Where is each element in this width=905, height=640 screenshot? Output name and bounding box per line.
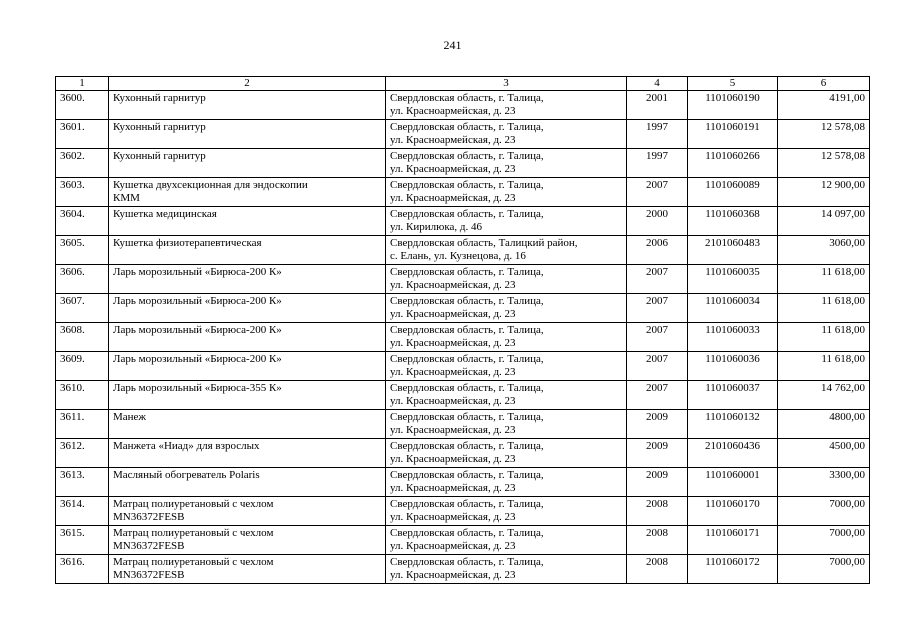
address-cell <box>386 294 627 323</box>
year-cell: 2009 <box>627 439 688 468</box>
year-cell: 2009 <box>627 410 688 439</box>
cost-cell: 7000,00 <box>778 555 870 584</box>
address-cell <box>386 149 627 178</box>
item-name-cell <box>109 381 386 410</box>
inventory-code-cell: 2101060436 <box>688 439 778 468</box>
address-cell <box>386 352 627 381</box>
row-number-cell: 3612. <box>56 439 109 468</box>
year-cell: 2008 <box>627 555 688 584</box>
cost-cell: 11 618,00 <box>778 323 870 352</box>
address-line: ул. Красноармейская, д. 23 <box>390 308 516 320</box>
cost-cell: 12 578,08 <box>778 120 870 149</box>
item-name-line: Ларь морозильный «Бирюса-200 К» <box>113 324 282 336</box>
address-cell <box>386 410 627 439</box>
table-row <box>56 439 870 468</box>
inventory-code-cell: 2101060483 <box>688 236 778 265</box>
year-cell: 2009 <box>627 468 688 497</box>
address-line: ул. Красноармейская, д. 23 <box>390 424 516 436</box>
table-header-row <box>56 77 870 91</box>
year-cell: 2007 <box>627 265 688 294</box>
row-number-cell: 3609. <box>56 352 109 381</box>
row-number-cell: 3604. <box>56 207 109 236</box>
item-name-line: MN36372FESB <box>113 511 185 523</box>
address-cell <box>386 381 627 410</box>
address-cell <box>386 207 627 236</box>
table-row <box>56 149 870 178</box>
cost-cell: 11 618,00 <box>778 352 870 381</box>
item-name-line: Кушетка двухсекционная для эндоскопии <box>113 179 308 191</box>
address-line: Свердловская область, г. Талица, <box>390 208 544 220</box>
table-row <box>56 468 870 497</box>
inventory-code-cell: 1101060034 <box>688 294 778 323</box>
item-name-cell <box>109 120 386 149</box>
year-cell: 2007 <box>627 352 688 381</box>
item-name-line: Кушетка физиотерапевтическая <box>113 237 262 249</box>
row-number-cell: 3610. <box>56 381 109 410</box>
row-number-cell: 3603. <box>56 178 109 207</box>
inventory-code-cell: 1101060037 <box>688 381 778 410</box>
cost-cell: 4191,00 <box>778 91 870 120</box>
row-number-cell: 3601. <box>56 120 109 149</box>
item-name-line: Ларь морозильный «Бирюса-200 К» <box>113 295 282 307</box>
item-name-cell <box>109 207 386 236</box>
item-name-line: Ларь морозильный «Бирюса-200 К» <box>113 266 282 278</box>
item-name-cell <box>109 149 386 178</box>
row-number-cell: 3611. <box>56 410 109 439</box>
year-cell: 2006 <box>627 236 688 265</box>
address-cell <box>386 323 627 352</box>
year-cell: 1997 <box>627 120 688 149</box>
item-name-cell <box>109 439 386 468</box>
table-row <box>56 352 870 381</box>
address-cell <box>386 178 627 207</box>
address-cell <box>386 236 627 265</box>
item-name-cell <box>109 526 386 555</box>
address-line: ул. Красноармейская, д. 23 <box>390 279 516 291</box>
item-name-cell <box>109 468 386 497</box>
cost-cell: 11 618,00 <box>778 294 870 323</box>
column-header-number: 1 <box>56 77 109 91</box>
address-line: ул. Красноармейская, д. 23 <box>390 453 516 465</box>
item-name-line: Матрац полиуретановый с чехлом <box>113 527 274 539</box>
table-row <box>56 207 870 236</box>
cost-cell: 12 900,00 <box>778 178 870 207</box>
item-name-cell <box>109 555 386 584</box>
year-cell: 1997 <box>627 149 688 178</box>
inventory-code-cell: 1101060266 <box>688 149 778 178</box>
item-name-line: Кухонный гарнитур <box>113 92 206 104</box>
cost-cell: 7000,00 <box>778 526 870 555</box>
item-name-line: КММ <box>113 192 140 204</box>
address-cell <box>386 91 627 120</box>
row-number-cell: 3602. <box>56 149 109 178</box>
inventory-code-cell: 1101060035 <box>688 265 778 294</box>
address-line: ул. Красноармейская, д. 23 <box>390 337 516 349</box>
item-name-line: MN36372FESB <box>113 540 185 552</box>
address-cell <box>386 439 627 468</box>
year-cell: 2008 <box>627 497 688 526</box>
cost-cell: 11 618,00 <box>778 265 870 294</box>
address-cell <box>386 468 627 497</box>
table-row <box>56 526 870 555</box>
table-row <box>56 178 870 207</box>
year-cell: 2008 <box>627 526 688 555</box>
year-cell: 2007 <box>627 323 688 352</box>
address-line: ул. Красноармейская, д. 23 <box>390 366 516 378</box>
year-cell: 2001 <box>627 91 688 120</box>
column-header-address: 3 <box>386 77 627 91</box>
column-header-name: 2 <box>109 77 386 91</box>
item-name-line: Кухонный гарнитур <box>113 121 206 133</box>
address-line: Свердловская область, г. Талица, <box>390 295 544 307</box>
row-number-cell: 3616. <box>56 555 109 584</box>
inventory-code-cell: 1101060033 <box>688 323 778 352</box>
table-row <box>56 497 870 526</box>
row-number-cell: 3614. <box>56 497 109 526</box>
table-row <box>56 120 870 149</box>
inventory-code-cell: 1101060132 <box>688 410 778 439</box>
row-number-cell: 3615. <box>56 526 109 555</box>
page-number: 241 <box>443 38 462 52</box>
item-name-cell <box>109 497 386 526</box>
cost-cell: 4500,00 <box>778 439 870 468</box>
inventory-code-cell: 1101060171 <box>688 526 778 555</box>
address-line: Свердловская область, г. Талица, <box>390 179 544 191</box>
address-line: Свердловская область, г. Талица, <box>390 382 544 394</box>
item-name-line: Матрац полиуретановый с чехлом <box>113 498 274 510</box>
item-name-line: Манжета «Ниад» для взрослых <box>113 440 260 452</box>
row-number-cell: 3607. <box>56 294 109 323</box>
address-line: ул. Красноармейская, д. 23 <box>390 134 516 146</box>
table-row <box>56 265 870 294</box>
column-header-year: 4 <box>627 77 688 91</box>
address-line: ул. Красноармейская, д. 23 <box>390 569 516 581</box>
address-line: ул. Красноармейская, д. 23 <box>390 105 516 117</box>
table-row <box>56 381 870 410</box>
item-name-cell <box>109 352 386 381</box>
cost-cell: 12 578,08 <box>778 149 870 178</box>
inventory-code-cell: 1101060368 <box>688 207 778 236</box>
item-name-cell <box>109 410 386 439</box>
inventory-code-cell: 1101060172 <box>688 555 778 584</box>
row-number-cell: 3605. <box>56 236 109 265</box>
address-line: Свердловская область, г. Талица, <box>390 498 544 510</box>
item-name-cell <box>109 91 386 120</box>
address-line: Свердловская область, г. Талица, <box>390 121 544 133</box>
item-name-line: Кушетка медицинская <box>113 208 217 220</box>
cost-cell: 3300,00 <box>778 468 870 497</box>
table-body <box>56 91 870 584</box>
address-line: Свердловская область, г. Талица, <box>390 469 544 481</box>
address-line: Свердловская область, г. Талица, <box>390 556 544 568</box>
item-name-cell <box>109 178 386 207</box>
property-registry-table <box>55 76 870 584</box>
address-line: ул. Красноармейская, д. 23 <box>390 482 516 494</box>
cost-cell: 4800,00 <box>778 410 870 439</box>
address-line: Свердловская область, г. Талица, <box>390 527 544 539</box>
table-row <box>56 410 870 439</box>
item-name-line: Ларь морозильный «Бирюса-355 К» <box>113 382 282 394</box>
address-line: с. Елань, ул. Кузнецова, д. 16 <box>390 250 526 262</box>
cost-cell: 3060,00 <box>778 236 870 265</box>
year-cell: 2007 <box>627 381 688 410</box>
address-line: ул. Красноармейская, д. 23 <box>390 540 516 552</box>
address-line: Свердловская область, г. Талица, <box>390 411 544 423</box>
item-name-line: Матрац полиуретановый с чехлом <box>113 556 274 568</box>
inventory-code-cell: 1101060089 <box>688 178 778 207</box>
year-cell: 2007 <box>627 178 688 207</box>
item-name-cell <box>109 265 386 294</box>
table-row <box>56 91 870 120</box>
item-name-line: Манеж <box>113 411 147 423</box>
address-cell <box>386 265 627 294</box>
inventory-code-cell: 1101060190 <box>688 91 778 120</box>
row-number-cell: 3613. <box>56 468 109 497</box>
address-cell <box>386 555 627 584</box>
address-line: ул. Красноармейская, д. 23 <box>390 192 516 204</box>
address-cell <box>386 526 627 555</box>
address-line: ул. Красноармейская, д. 23 <box>390 163 516 175</box>
inventory-code-cell: 1101060191 <box>688 120 778 149</box>
item-name-line: Масляный обогреватель Polaris <box>113 469 260 481</box>
inventory-code-cell: 1101060036 <box>688 352 778 381</box>
column-header-inventory-code: 5 <box>688 77 778 91</box>
address-line: Свердловская область, г. Талица, <box>390 92 544 104</box>
address-line: Свердловская область, г. Талица, <box>390 353 544 365</box>
cost-cell: 7000,00 <box>778 497 870 526</box>
address-line: Свердловская область, г. Талица, <box>390 440 544 452</box>
inventory-code-cell: 1101060170 <box>688 497 778 526</box>
address-line: Свердловская область, г. Талица, <box>390 150 544 162</box>
row-number-cell: 3606. <box>56 265 109 294</box>
address-line: ул. Красноармейская, д. 23 <box>390 511 516 523</box>
cost-cell: 14 762,00 <box>778 381 870 410</box>
column-header-cost: 6 <box>778 77 870 91</box>
table-row <box>56 236 870 265</box>
item-name-cell <box>109 294 386 323</box>
item-name-cell <box>109 236 386 265</box>
item-name-line: Ларь морозильный «Бирюса-200 К» <box>113 353 282 365</box>
address-line: Свердловская область, Талицкий район, <box>390 237 578 249</box>
table-row <box>56 294 870 323</box>
address-cell <box>386 497 627 526</box>
row-number-cell: 3608. <box>56 323 109 352</box>
address-line: Свердловская область, г. Талица, <box>390 266 544 278</box>
table-row <box>56 323 870 352</box>
item-name-line: Кухонный гарнитур <box>113 150 206 162</box>
address-line: ул. Красноармейская, д. 23 <box>390 395 516 407</box>
year-cell: 2007 <box>627 294 688 323</box>
year-cell: 2000 <box>627 207 688 236</box>
inventory-code-cell: 1101060001 <box>688 468 778 497</box>
address-cell <box>386 120 627 149</box>
address-line: Свердловская область, г. Талица, <box>390 324 544 336</box>
item-name-cell <box>109 323 386 352</box>
item-name-line: MN36372FESB <box>113 569 185 581</box>
table-row <box>56 555 870 584</box>
cost-cell: 14 097,00 <box>778 207 870 236</box>
row-number-cell: 3600. <box>56 91 109 120</box>
address-line: ул. Кирилюка, д. 46 <box>390 221 482 233</box>
